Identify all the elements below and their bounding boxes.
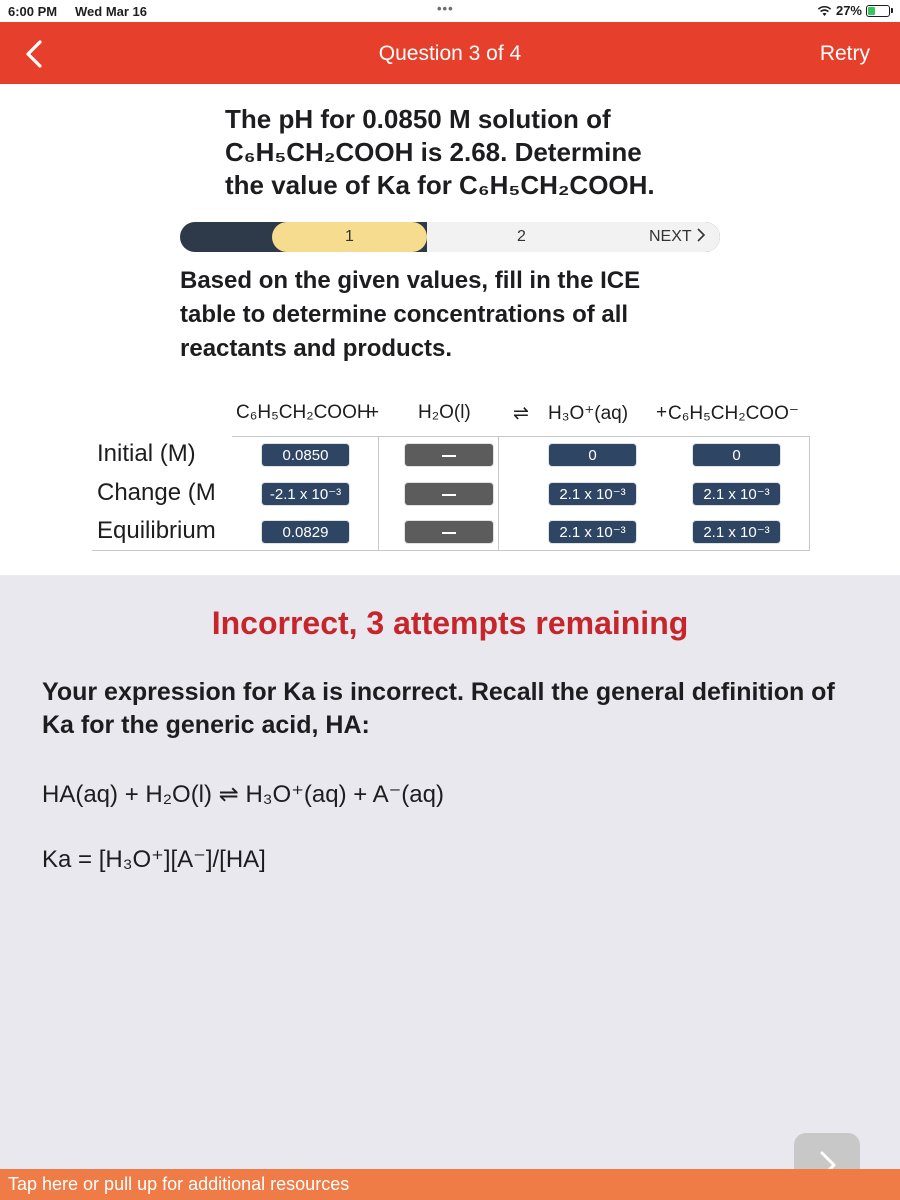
status-right [817, 3, 890, 18]
ice-header-hydronium: H₃O⁺(aq) [548, 403, 629, 424]
feedback-message [42, 676, 882, 742]
dash-icon [442, 494, 456, 496]
ice-header-equilibrium-arrow: ⇌ [513, 403, 529, 424]
ice-equilibrium-water-disabled [404, 520, 494, 544]
step-1-button[interactable]: 1 [272, 222, 427, 252]
page-title: Question 3 of 4 [378, 42, 522, 65]
dash-icon [442, 532, 456, 534]
instruction-text [180, 264, 680, 366]
ice-change-water-disabled [404, 482, 494, 506]
ice-change-acid-input[interactable]: -2.1 x 10⁻³ [261, 482, 350, 506]
instruction-line-3: reactants and products. [180, 335, 453, 362]
status-date: Wed Mar 16 [75, 4, 148, 19]
feedback-message-line-2: Ka for the generic acid, HA: [42, 711, 370, 739]
next-label: NEXT [649, 228, 692, 245]
battery-percent: 27% [835, 3, 862, 18]
question-text [225, 103, 685, 202]
chevron-right-icon [696, 228, 706, 242]
nav-header [0, 22, 900, 84]
feedback-title: Incorrect, 3 attempts remaining [211, 605, 689, 641]
next-button[interactable] [627, 222, 720, 252]
question-line-3: the value of Ka for C₆H₅CH₂COOH. [225, 170, 655, 200]
multitasking-dots[interactable]: ••• [437, 1, 454, 16]
ice-column-divider [809, 436, 810, 551]
ice-initial-hydronium-input[interactable]: 0 [548, 443, 637, 467]
ice-header-divider [232, 436, 810, 437]
retry-button[interactable]: Retry [819, 42, 870, 65]
ice-initial-water-disabled [404, 443, 494, 467]
ice-change-base-input[interactable]: 2.1 x 10⁻³ [692, 482, 781, 506]
ice-equilibrium-acid-input[interactable]: 0.0829 [261, 520, 350, 544]
ice-column-divider [498, 436, 499, 551]
status-bar [0, 0, 900, 22]
generic-acid-equation: HA(aq) + H₂O(l) ⇌ H₃O⁺(aq) + A⁻(aq) [42, 781, 444, 808]
question-line-2: C₆H₅CH₂COOH is 2.68. Determine [225, 137, 642, 167]
dash-icon [442, 455, 456, 457]
ice-bottom-border [92, 550, 810, 551]
question-line-1: The pH for 0.0850 M solution of [225, 104, 611, 134]
ice-initial-base-input[interactable]: 0 [692, 443, 781, 467]
ice-header-plus-1: + [368, 402, 380, 423]
wifi-icon [817, 5, 832, 17]
ice-change-hydronium-input[interactable]: 2.1 x 10⁻³ [548, 482, 637, 506]
ka-expression: Ka = [H₃O⁺][A⁻]/[HA] [42, 846, 266, 873]
ice-initial-acid-input[interactable]: 0.0850 [261, 443, 350, 467]
instruction-line-1: Based on the given values, fill in the ICE [180, 267, 641, 294]
ice-equilibrium-base-input[interactable]: 2.1 x 10⁻³ [692, 520, 781, 544]
ice-header-acid: C₆H₅CH₂COOH [236, 402, 371, 423]
ice-header-plus-2: + [656, 402, 668, 423]
ice-column-divider [378, 436, 379, 551]
feedback-message-line-1: Your expression for Ka is incorrect. Recall the general definition of [42, 678, 835, 706]
ice-header-water: H₂O(l) [418, 402, 471, 423]
ice-row-label-equilibrium: Equilibrium [97, 517, 216, 544]
status-time: 6:00 PM [8, 4, 58, 19]
step-progress [180, 222, 720, 252]
ice-header-conjugate-base: C₆H₅CH₂COO⁻ [668, 403, 799, 424]
ice-equilibrium-hydronium-input[interactable]: 2.1 x 10⁻³ [548, 520, 637, 544]
step-2-button[interactable]: 2 [427, 222, 627, 252]
ice-row-label-change: Change (M [97, 479, 216, 506]
battery-icon [866, 5, 890, 17]
resources-drawer-handle[interactable]: Tap here or pull up for additional resources [0, 1169, 900, 1200]
ice-row-label-initial: Initial (M) [97, 440, 196, 467]
instruction-line-2: table to determine concentrations of all [180, 301, 629, 328]
